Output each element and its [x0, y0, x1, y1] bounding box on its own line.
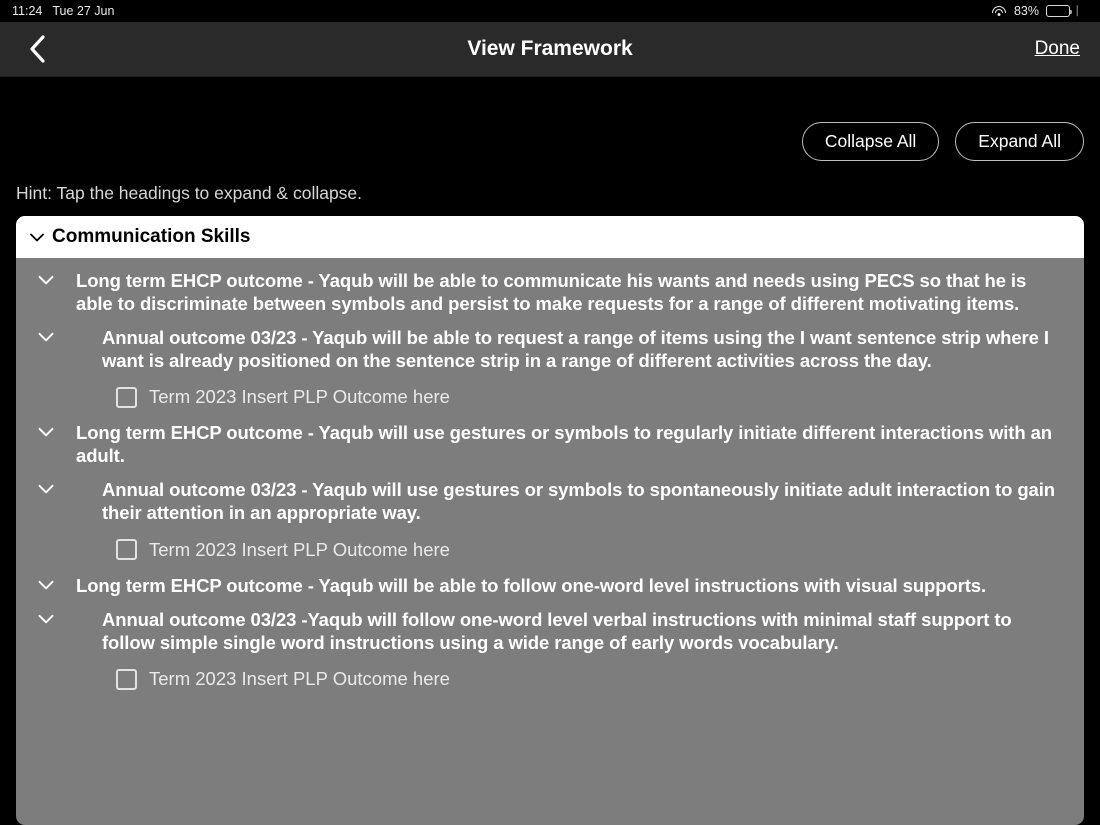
plp-checkbox[interactable] [116, 669, 137, 690]
done-button[interactable]: Done [1034, 38, 1080, 59]
chevron-down-icon[interactable] [38, 479, 64, 494]
wifi-icon [992, 6, 1007, 17]
chevron-down-icon[interactable] [38, 575, 64, 590]
battery-icon [1046, 5, 1070, 17]
list-item[interactable] [16, 569, 1084, 604]
status-time: 11:24 [12, 4, 43, 18]
outcome-text: Annual outcome 03/23 - Yaqub will be able to request a range of items using the I want sentence strip where I want is already positioned on the sentence strip in a range of different activities across the day. [102, 327, 1049, 371]
plp-checkbox[interactable] [116, 387, 137, 408]
list-item[interactable] [16, 321, 1084, 378]
battery-charging-indicator: ⎸ [1077, 4, 1088, 17]
section-header-communication-skills[interactable] [16, 216, 1084, 258]
outcome-text: Annual outcome 03/23 - Yaqub will use gestures or symbols to spontaneously initiate adult interaction to gain their attention in an appropriate way. [102, 479, 1055, 523]
battery-percent-label: 83% [1013, 4, 1039, 18]
chevron-down-icon [30, 226, 44, 248]
list-item[interactable] [16, 473, 1084, 530]
status-date: Tue 27 Jun [52, 4, 115, 18]
outcome-text: Long term EHCP outcome - Yaqub will be able to follow one-word level instructions with visual supports. [76, 574, 987, 596]
navigation-bar [0, 22, 1100, 77]
plp-label: Term 2023 Insert PLP Outcome here [149, 668, 450, 690]
plp-checkbox[interactable] [116, 539, 137, 560]
framework-toolbar [16, 77, 1084, 169]
outcome-text: Annual outcome 03/23 -Yaqub will follow one-word level verbal instructions with minimal staff support to follow simple single word instructions using a wide range of early words vocabulary. [102, 609, 1012, 653]
framework-panel [16, 216, 1084, 825]
list-item[interactable] [16, 264, 1084, 321]
back-button[interactable] [20, 32, 54, 66]
list-item[interactable] [16, 531, 1084, 569]
chevron-down-icon[interactable] [38, 422, 64, 437]
outcome-text: Long term EHCP outcome - Yaqub will be able to communicate his wants and needs using PECS so that he is able to discriminate between symbols and persist to make requests for a range of different motivating items. [76, 270, 1027, 314]
list-item[interactable] [16, 416, 1084, 473]
outcome-list [16, 258, 1084, 825]
chevron-down-icon[interactable] [38, 327, 64, 342]
page-title: View Framework [467, 37, 633, 60]
list-item[interactable] [16, 603, 1084, 660]
collapse-all-button[interactable]: Collapse All [802, 122, 939, 161]
chevron-down-icon[interactable] [38, 609, 64, 624]
main-content [0, 77, 1100, 825]
plp-label: Term 2023 Insert PLP Outcome here [149, 386, 450, 408]
outcome-text: Long term EHCP outcome - Yaqub will use gestures or symbols to regularly initiate different interactions with an adult. [76, 422, 1052, 466]
status-bar-right [992, 4, 1088, 18]
status-bar [0, 0, 1100, 22]
plp-label: Term 2023 Insert PLP Outcome here [149, 538, 450, 560]
status-bar-left [12, 4, 114, 18]
section-title: Communication Skills [52, 226, 251, 247]
list-item[interactable] [16, 378, 1084, 416]
chevron-down-icon[interactable] [38, 270, 64, 285]
list-item[interactable] [16, 660, 1084, 698]
hint-text: Hint: Tap the headings to expand & collapse. [16, 183, 363, 203]
expand-all-button[interactable]: Expand All [955, 122, 1084, 161]
